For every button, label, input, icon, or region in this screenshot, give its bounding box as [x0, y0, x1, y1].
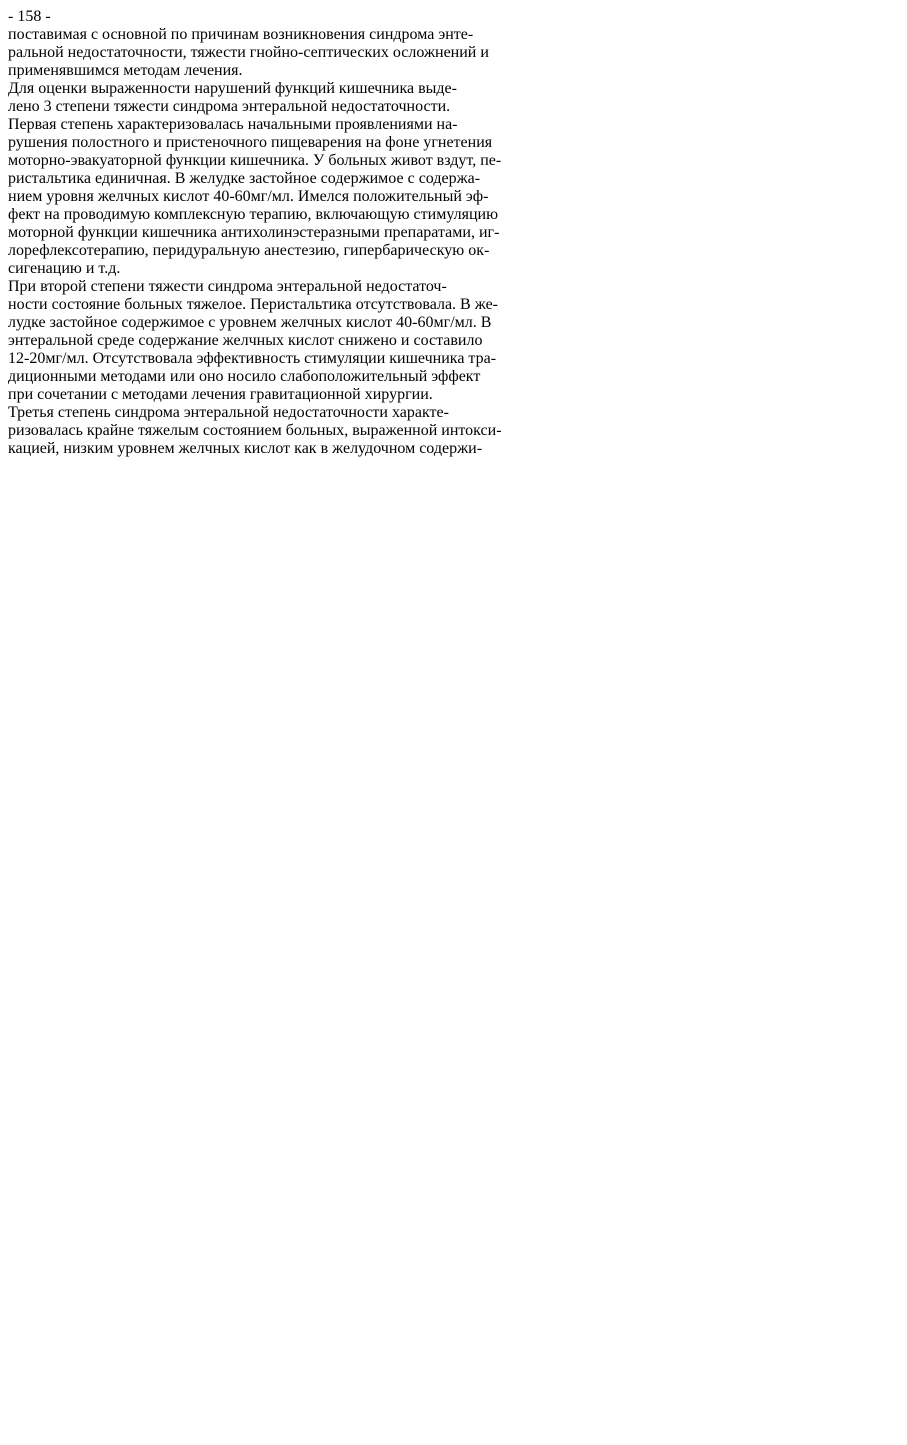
text-line: моторной функции кишечника антихолинэстеразными препаратами, иг- — [8, 224, 500, 241]
page-number: - 158 - — [8, 8, 51, 25]
text-line: Для оценки выраженности нарушений функций кишечника выде- — [8, 80, 457, 97]
text-line: Третья степень синдрома энтеральной недостаточности характе- — [8, 404, 449, 421]
text-line: Первая степень характеризовалась начальными проявлениями на- — [8, 116, 458, 133]
text-line: ризовалась крайне тяжелым состоянием больных, выраженной интокси- — [8, 422, 502, 439]
text-line: ральной недостаточности, тяжести гнойно-септических осложнений и — [8, 44, 489, 61]
text-line: нием уровня желчных кислот 40-60мг/мл. Имелся положительный эф- — [8, 188, 489, 205]
text-line: диционными методами или оно носило слабоположительный эффект — [8, 368, 481, 385]
text-line: применявшимся методам лечения. — [8, 62, 243, 79]
text-line: лено 3 степени тяжести синдрома энтеральной недостаточности. — [8, 98, 451, 115]
text-line: ности состояние больных тяжелое. Перистальтика отсутствовала. В же- — [8, 296, 498, 313]
text-line: лудке застойное содержимое с уровнем желчных кислот 40-60мг/мл. В — [8, 314, 492, 331]
document-page — [8, 8, 899, 458]
text-line: При второй степени тяжести синдрома энтеральной недостаточ- — [8, 278, 447, 295]
text-line: энтеральной среде содержание желчных кислот снижено и составило — [8, 332, 483, 349]
text-line: фект на проводимую комплексную терапию, включающую стимуляцию — [8, 206, 499, 223]
text-line: 12-20мг/мл. Отсутствовала эффективность стимуляции кишечника тра- — [8, 350, 497, 367]
text-line: рушения полостного и пристеночного пищеварения на фоне угнетения — [8, 134, 493, 151]
text-line: при сочетании с методами лечения гравитационной хирургии. — [8, 386, 433, 403]
text-line: поставимая с основной по причинам возникновения синдрома энте- — [8, 26, 474, 43]
text-line: кацией, низким уровнем желчных кислот как в желудочном содержи- — [8, 440, 483, 457]
text-line: лорефлексотерапию, перидуральную анестезию, гипербарическую ок- — [8, 242, 490, 259]
text-line: моторно-эвакуаторной функции кишечника. У больных живот вздут, пе- — [8, 152, 502, 169]
text-line: ристальтика единичная. В желудке застойное содержимое с содержа- — [8, 170, 481, 187]
body-text — [8, 26, 899, 458]
text-line: сигенацию и т.д. — [8, 260, 121, 277]
